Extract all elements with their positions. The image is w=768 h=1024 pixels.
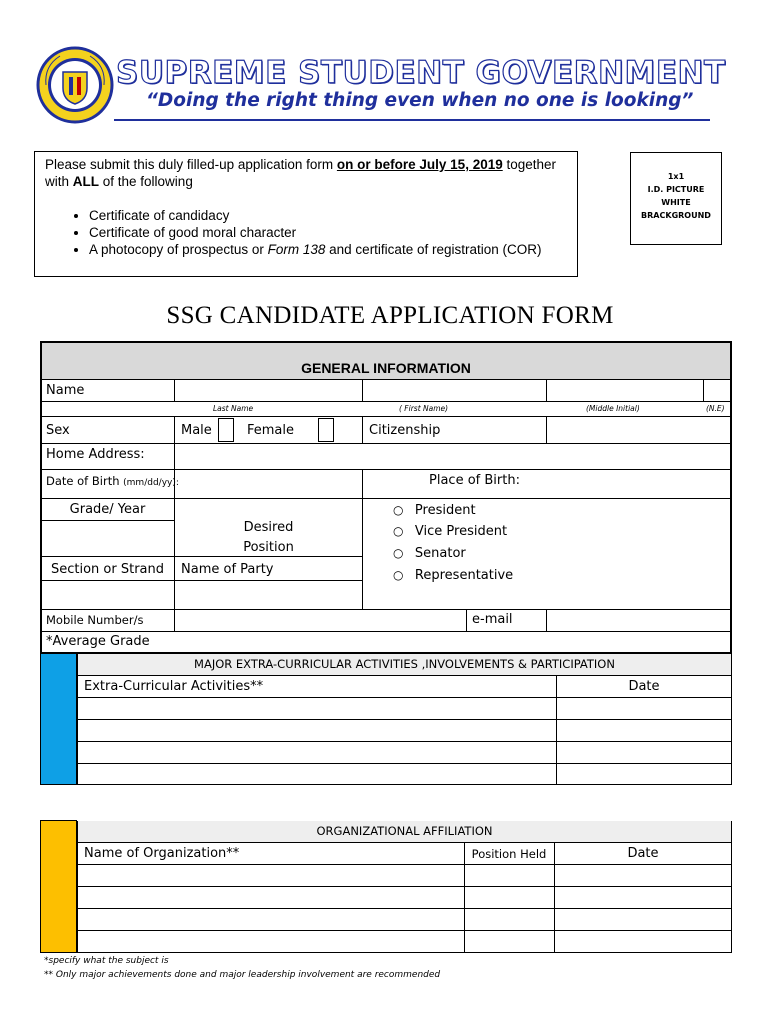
- instructions-text: of the following: [99, 174, 193, 189]
- first-name-caption: ( First Name): [399, 404, 449, 413]
- deadline: on or before July 15, 2019: [336, 157, 503, 172]
- organization-name-header: Name of Organization**: [84, 846, 240, 861]
- instructions-text: with: [45, 174, 73, 189]
- name-extension-caption: (N.E): [706, 404, 725, 413]
- row-divider: [77, 908, 732, 909]
- id-picture-label: 1x1: [667, 172, 685, 181]
- place-of-birth-label: Place of Birth:: [429, 473, 520, 488]
- representative-radio[interactable]: ○ Representative: [393, 568, 514, 583]
- date-of-birth-text: Date of Birth: [46, 474, 120, 488]
- middle-initial-caption: (Middle Initial): [586, 404, 640, 413]
- organization-date-header: Date: [627, 846, 659, 861]
- school-seal-logo: [36, 46, 114, 124]
- col-divider: [703, 379, 704, 401]
- requirement-text: A photocopy of prospectus or: [89, 242, 268, 257]
- col-divider: [77, 653, 78, 785]
- row-divider: [40, 580, 363, 581]
- requirement-item: • Certificate of good moral character: [89, 224, 569, 241]
- row-divider: [77, 675, 732, 676]
- organizations-color-band: [40, 820, 77, 953]
- desired-label: Desired: [243, 520, 294, 535]
- col-divider: [466, 609, 467, 631]
- activities-color-band: [40, 653, 77, 785]
- name-label: Name: [46, 383, 85, 398]
- row-divider: [40, 469, 732, 470]
- footnote-1: *specify what the subject is: [44, 956, 169, 966]
- requirement-item: [89, 241, 569, 258]
- col-divider: [362, 379, 363, 401]
- male-checkbox[interactable]: [218, 418, 234, 442]
- col-divider: [731, 821, 732, 953]
- row-divider: [40, 952, 732, 953]
- mobile-label: Mobile Number/s: [46, 613, 144, 627]
- representative-option-label: Representative: [414, 568, 514, 583]
- col-divider: [362, 416, 363, 443]
- name-of-party-label: Name of Party: [181, 562, 274, 577]
- row-divider: [40, 401, 732, 402]
- id-picture-box: [630, 152, 722, 245]
- row-divider: [77, 842, 732, 843]
- president-option-label: President: [414, 503, 476, 518]
- instructions-text: Please submit this duly filled-up application form: [45, 157, 337, 172]
- motto: “Doing the right thing even when no one is looking”: [146, 90, 694, 111]
- row-divider: [40, 498, 732, 499]
- position-held-header: Position Held: [471, 847, 547, 861]
- sex-label: Sex: [46, 423, 70, 438]
- id-picture-label: BRACKGROUND: [641, 211, 711, 220]
- section-strand-label: Section or Strand: [50, 562, 164, 577]
- instructions-box: [34, 151, 578, 277]
- row-divider: [77, 930, 732, 931]
- average-grade-label: *Average Grade: [46, 634, 150, 649]
- female-label: Female: [247, 423, 295, 438]
- row-divider: [77, 886, 732, 887]
- row-divider: [40, 556, 363, 557]
- requirement-text: and certificate of registration (COR): [325, 242, 542, 257]
- row-divider: [77, 719, 732, 720]
- citizenship-label: Citizenship: [369, 423, 441, 438]
- row-divider: [40, 784, 732, 785]
- header-divider: [114, 119, 710, 121]
- col-divider: [731, 653, 732, 785]
- male-label: Male: [181, 423, 212, 438]
- general-information-heading: GENERAL INFORMATION: [40, 341, 732, 379]
- row-divider: [40, 609, 732, 610]
- organizations-heading: ORGANIZATIONAL AFFILIATION: [316, 824, 493, 838]
- instructions-emphasis: ALL: [72, 174, 100, 189]
- last-name-caption: Last Name: [213, 404, 254, 413]
- row-divider: [77, 741, 732, 742]
- requirements-list: [45, 207, 569, 258]
- col-divider: [546, 609, 547, 631]
- activities-date-header: Date: [628, 679, 660, 694]
- row-divider: [77, 697, 732, 698]
- row-divider: [40, 416, 732, 417]
- requirement-text-italic: Form 138: [267, 242, 326, 257]
- row-divider: [77, 864, 732, 865]
- email-label: e-mail: [472, 612, 513, 627]
- home-address-label: Home Address:: [46, 447, 145, 462]
- row-divider: [77, 763, 732, 764]
- id-picture-label: I.D. PICTURE: [647, 185, 705, 194]
- col-divider: [546, 379, 547, 401]
- instructions-line2: [45, 173, 569, 190]
- row-divider: [40, 631, 732, 632]
- instructions-text: together: [502, 157, 557, 172]
- row-divider: [40, 443, 732, 444]
- organization-title: SUPREME STUDENT GOVERNMENT: [116, 55, 726, 91]
- vice-president-radio[interactable]: ○ Vice President: [393, 524, 508, 539]
- date-of-birth-label: [46, 474, 179, 488]
- date-format-hint: (mm/dd/yy):: [123, 478, 179, 488]
- footnote-2: ** Only major achievements done and major leadership involvement are recommended: [44, 970, 441, 980]
- instructions-intro: [45, 156, 569, 173]
- president-radio[interactable]: ○ President: [393, 503, 476, 518]
- id-picture-label: WHITE: [661, 198, 691, 207]
- col-divider: [546, 416, 547, 443]
- position-label: Position: [243, 540, 294, 555]
- col-divider: [174, 443, 175, 469]
- senator-option-label: Senator: [414, 546, 466, 561]
- col-divider: [174, 379, 175, 401]
- requirement-item: • Certificate of candidacy: [89, 207, 569, 224]
- form-title: SSG CANDIDATE APPLICATION FORM: [166, 302, 614, 329]
- activities-heading: MAJOR EXTRA-CURRICULAR ACTIVITIES ,INVOLVEMENTS & PARTICIPATION: [194, 657, 615, 671]
- col-divider: [174, 416, 175, 443]
- vice-president-option-label: Vice President: [414, 524, 508, 539]
- grade-year-label: Grade/ Year: [69, 502, 146, 517]
- female-checkbox[interactable]: [318, 418, 334, 442]
- col-divider: [77, 821, 78, 953]
- row-divider: [40, 653, 732, 654]
- col-divider: [362, 469, 363, 609]
- senator-radio[interactable]: ○ Senator: [393, 546, 466, 561]
- row-divider: [40, 520, 175, 521]
- activities-column-header: Extra-Curricular Activities**: [84, 679, 264, 694]
